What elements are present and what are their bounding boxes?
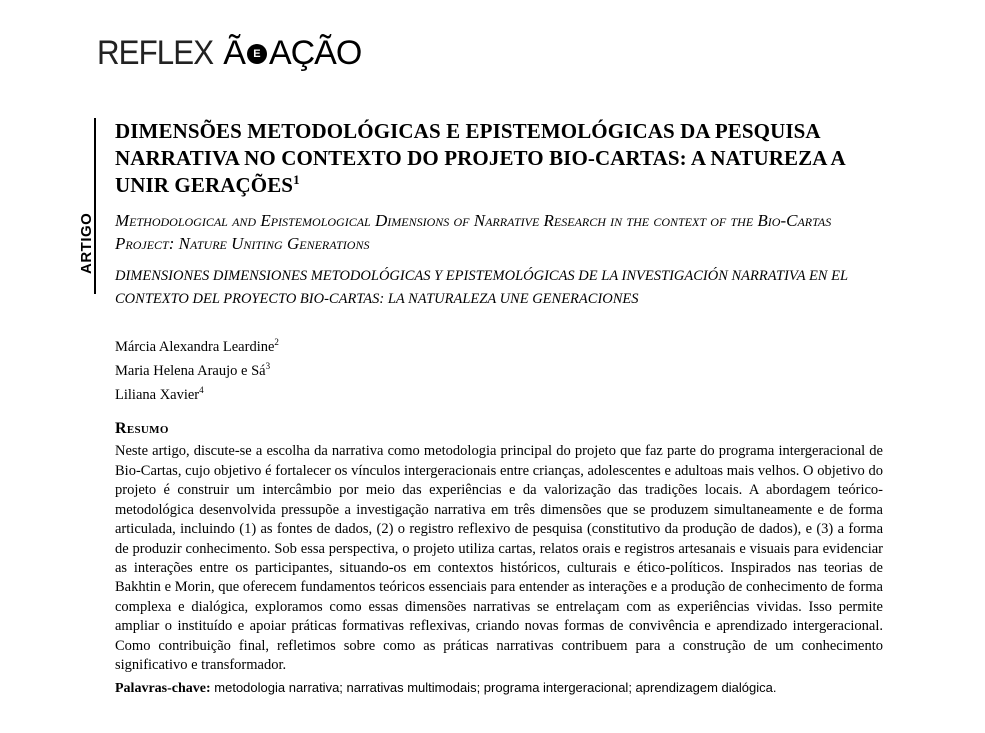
journal-logo xyxy=(97,30,361,70)
title-footnote-ref[interactable]: 1 xyxy=(293,172,300,187)
section-tag xyxy=(74,212,98,278)
article-title-spanish: DIMENSIONES DIMENSIONES METODOLÓGICAS Y EPISTEMOLÓGICAS DE LA INVESTIGACIÓN NARRATIVA EN EL CONTEXTO DEL PROYECTO BIO-CARTAS: LA NATURALEZA UNE GENERACIONES xyxy=(115,268,848,307)
author-footnote-ref[interactable]: 4 xyxy=(199,384,204,395)
article-title xyxy=(115,118,883,199)
keywords-line xyxy=(115,679,883,698)
author-footnote-ref[interactable]: 2 xyxy=(274,337,279,347)
logo-e-circle-icon: E xyxy=(247,44,267,64)
logo-text-part1: REFLEX xyxy=(97,34,214,72)
author-item xyxy=(115,333,883,357)
keywords-label: Palavras-chave: xyxy=(115,681,211,697)
article-title-english: Methodological and Epistemological Dimensions of Narrative Research in the context of the Bio-Cartas Project: Nature Uniting Generations xyxy=(115,211,832,253)
author-name: Liliana Xavier xyxy=(115,386,200,403)
keywords-text: metodologia narrativa; narrativas multimodais; programa intergeracional; aprendizagem dialógica. xyxy=(214,680,777,696)
article-title-text: DIMENSÕES METODOLÓGICAS E EPISTEMOLÓGICAS DA PESQUISA NARRATIVA NO CONTEXTO DO PROJETO BIO-CARTAS: A NATUREZA A UNIR GERAÇÕES xyxy=(115,119,845,197)
logo-text-part3: AÇÃO xyxy=(268,34,362,72)
author-list xyxy=(115,333,883,404)
author-item xyxy=(115,381,883,405)
author-name: Márcia Alexandra Leardine xyxy=(115,338,275,355)
logo-text-part2: Ã xyxy=(223,34,245,72)
abstract-heading: Resumo xyxy=(115,420,169,438)
section-tag-label: ARTIGO xyxy=(77,212,95,274)
author-footnote-ref[interactable]: 3 xyxy=(265,360,271,371)
abstract-text: Neste artigo, discute-se a escolha da narrativa como metodologia principal do projeto que faz parte do programa intergeracional de Bio-Cartas, cujo objetivo é fortalecer os vínculos intergeracionais entre crianças, adolescentes e adultoas mais velhos. O objetivo do projeto é construir um intercâmbio por meio das experiências e da valorização das tradições locais. A abordagem teórico-metodológica desenvolvida pressupõe a investigação narrativa em três dimensões que se produzem simultaneamente e de forma articulada, incluindo (1) as fontes de dados, (2) o registro reflexivo de pesquisa (constitutivo da produção de dados), e (3) a forma de produzir conhecimento. Sob essa perspectiva, o projeto utiliza cartas, relatos orais e registros artesanais e visuais para evidenciar as interações entre os participantes, situando-os em contextos históricos, culturais e ético-políticos. Inspirados nas teorias de Bakhtin e Morin, que oferecem fundamentos teóricos essenciais para entender as interações e a produção de conhecimento de forma complexa e dialógica, exploramos como essas dimensões narrativas se entrelaçam com as experiências vividas. Isso permite ampliar o instituído e apoiar práticas formativas reflexivas, criando novas formas de convivência e aprendizado intergeracional. Como contribuição final, refletimos sobre como as práticas narrativas contribuem para a construção de um conhecimento significativo e transformador. xyxy=(115,443,883,673)
author-item xyxy=(115,357,883,381)
author-name: Maria Helena Araujo e Sá xyxy=(115,362,266,379)
article-header xyxy=(115,118,883,698)
